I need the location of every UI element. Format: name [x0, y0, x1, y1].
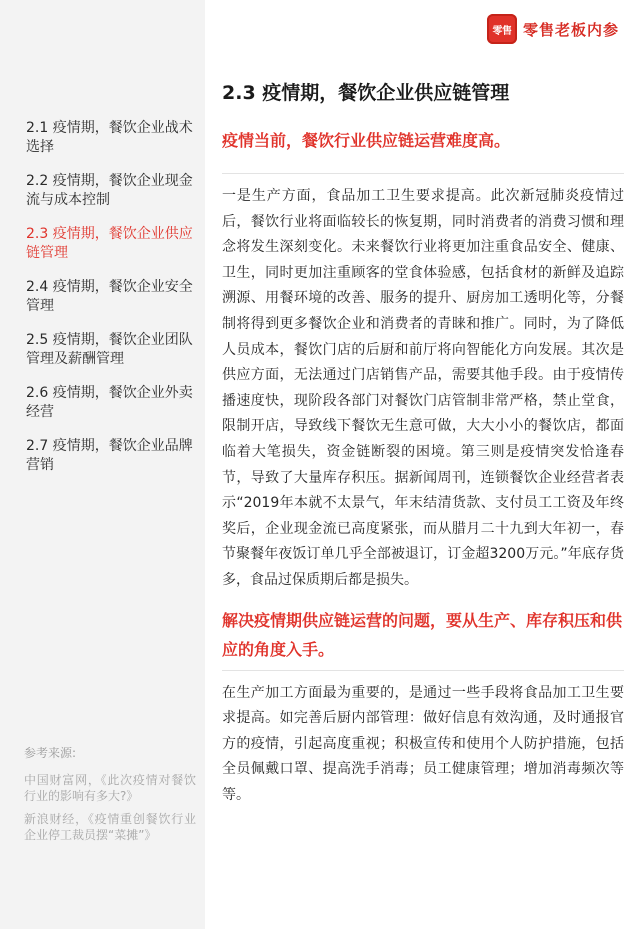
sidebar: [0, 0, 205, 929]
chapter-nav: [26, 119, 196, 490]
nav-item-2-1[interactable]: 2.1 疫情期，餐饮企业战术选择: [26, 120, 193, 155]
nav-item-2-5[interactable]: 2.5 疫情期，餐饮企业团队管理及薪酬管理: [26, 332, 193, 367]
brand-logo: [487, 14, 619, 44]
reference-item: 新浪财经，《疫情重创餐饮行业 企业停工裁员摆“菜摊”》: [24, 812, 196, 842]
divider: [222, 670, 624, 671]
references-title: 参考来源:: [24, 746, 77, 760]
nav-item-2-6[interactable]: 2.6 疫情期，餐饮企业外卖经营: [26, 385, 193, 420]
brand-badge-icon: 零售: [487, 14, 517, 44]
section-heading-1: 疫情当前，餐饮行业供应链运营难度高。: [222, 131, 511, 150]
section-heading-2: 解决疫情期供应链运营的问题，要从生产、库存积压和供应的角度入手。: [222, 610, 623, 659]
nav-item-2-4[interactable]: 2.4 疫情期，餐饮企业安全管理: [26, 279, 193, 314]
main-content: [222, 80, 624, 820]
reference-item: 中国财富网，《此次疫情对餐饮行业的影响有多大?》: [24, 773, 196, 803]
paragraph-1: 一是生产方面，食品加工卫生要求提高。此次新冠肺炎疫情过后，餐饮行业将面临较长的恢复期，同时消费者的消费习惯和理念将发生深刻变化。未来餐饮行业将更加注重食品安全、健康、卫生，同时更加注重顾客的堂食体验感，包括食材的新鲜及追踪溯源、用餐环境的改善、服务的提升、厨房加工透明化等，分餐制将得到更多餐饮企业和消费者的青睐和推广。同时，为了降低人员成本，餐饮门店的后厨和前厅将向智能化方向发展。其次是供应方面，无法通过门店销售产品，需要其他手段。由于疫情传播速度快，现阶段各部门对餐饮门店管制非常严格，禁止堂食，限制开店，导致线下餐饮无生意可做，大大小小的餐饮店，都面临着大笔损失，资金链断裂的困境。第三则是疫情突发恰逢春节，导致了大量库存积压。据新闻周刊，连锁餐饮企业经营者表示“2019年本就不太景气，年末结清货款、支付员工工资及年终奖后，企业现金流已高度紧张，而从腊月二十九到大年初一，春节聚餐年夜饭订单几乎全部被退订，订金超3200万元。”年底存货多，食品过保质期后都是损失。: [222, 188, 624, 588]
nav-item-2-2[interactable]: 2.2 疫情期，餐饮企业现金流与成本控制: [26, 173, 193, 208]
paragraph-2: 在生产加工方面最为重要的，是通过一些手段将食品加工卫生要求提高。如完善后厨内部管理：做好信息有效沟通，及时通报官方的疫情，引起高度重视；积极宣传和使用个人防护措施，包括全员佩戴口罩、提高洗手消毒；员工健康管理；增加消毒频次等等。: [222, 684, 624, 803]
brand-name: 零售老板内参: [522, 20, 619, 39]
nav-item-2-3[interactable]: 2.3 疫情期，餐饮企业供应链管理: [26, 226, 193, 261]
nav-item-2-7[interactable]: 2.7 疫情期，餐饮企业品牌营销: [26, 438, 193, 473]
divider: [222, 173, 624, 174]
page-title: 2.3 疫情期，餐饮企业供应链管理: [222, 82, 510, 104]
references: [24, 744, 196, 850]
